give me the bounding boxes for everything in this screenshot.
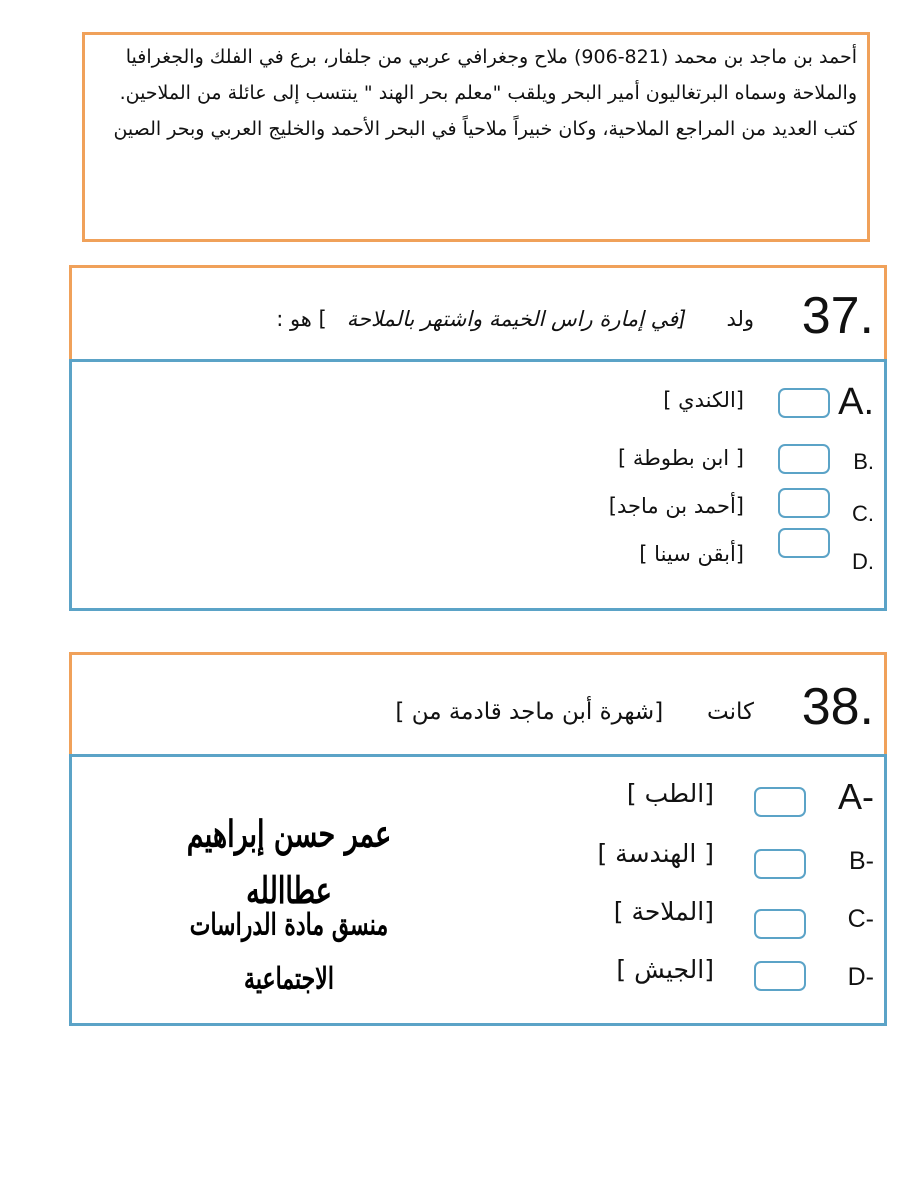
option-text: [أبقن سينا ] (639, 542, 744, 566)
answer-checkbox[interactable] (754, 961, 806, 991)
answer-checkbox[interactable] (754, 849, 806, 879)
option-letter: A- (838, 776, 874, 817)
question-text-part1: كانت (707, 699, 754, 725)
question-text-part1: ولد (726, 307, 754, 331)
option-letter: D- (847, 963, 874, 991)
option-letter: A. (838, 381, 874, 423)
answer-checkbox[interactable] (754, 787, 806, 817)
question-number: 38. (801, 678, 874, 736)
option-text: [الكندي ] (663, 388, 744, 412)
question-text-part3: ] هو : (276, 307, 327, 331)
option-text: [الملاحة ] (613, 897, 714, 926)
passage-box (82, 32, 870, 242)
question-text-part2: [شهرة أبن ماجد قادمة من ] (395, 699, 664, 725)
answer-checkbox[interactable] (778, 388, 830, 418)
option-letter: C. (852, 501, 874, 526)
option-a (94, 381, 874, 424)
question-37-header (69, 265, 887, 359)
answer-checkbox[interactable] (778, 528, 830, 558)
option-text: [الطب ] (626, 779, 714, 808)
option-c (94, 494, 874, 534)
question-38-header (69, 652, 887, 754)
answer-checkbox[interactable] (778, 444, 830, 474)
option-text: [أحمد بن ماجد] (608, 494, 744, 518)
answer-checkbox[interactable] (778, 488, 830, 518)
option-text: [ الهندسة ] (597, 839, 714, 868)
answer-checkbox[interactable] (754, 909, 806, 939)
question-number: 37. (801, 287, 874, 345)
question-37-options (69, 359, 887, 611)
signature-stamp (180, 808, 398, 997)
option-b (94, 442, 874, 482)
question-text (276, 302, 754, 336)
question-text-part2: [في إمارة راس الخيمة واشتهر بالملاحة (346, 307, 687, 331)
option-letter: B- (849, 847, 874, 875)
option-letter: C- (847, 905, 874, 933)
option-letter: B. (853, 449, 874, 474)
signature-line2: منسق مادة الدراسات الاجتماعية (189, 907, 389, 997)
option-text: [الجيش ] (616, 955, 714, 984)
passage-text: أحمد بن ماجد بن محمد (821-906) ملاح وجغرافي عربي من جلفار، برع في الفلك والجغرافيا والملاحة وسماه البرتغاليون أمير البحر ويلقب "معلم بحر الهند " ينتسب إلى عائلة من الملاحين. كتب العديد من المراجع الملاحية، وكان خبيراً ملاحياً في البحر الأحمد والخليج العربي وبحر الصين (113, 46, 857, 140)
option-text: [ ابن بطوطة ] (618, 446, 744, 470)
option-d (94, 542, 874, 582)
signature-line1: عمر حسن إبراهيم عطاالله (186, 814, 392, 913)
option-letter: D. (852, 549, 874, 574)
question-text (395, 695, 754, 729)
